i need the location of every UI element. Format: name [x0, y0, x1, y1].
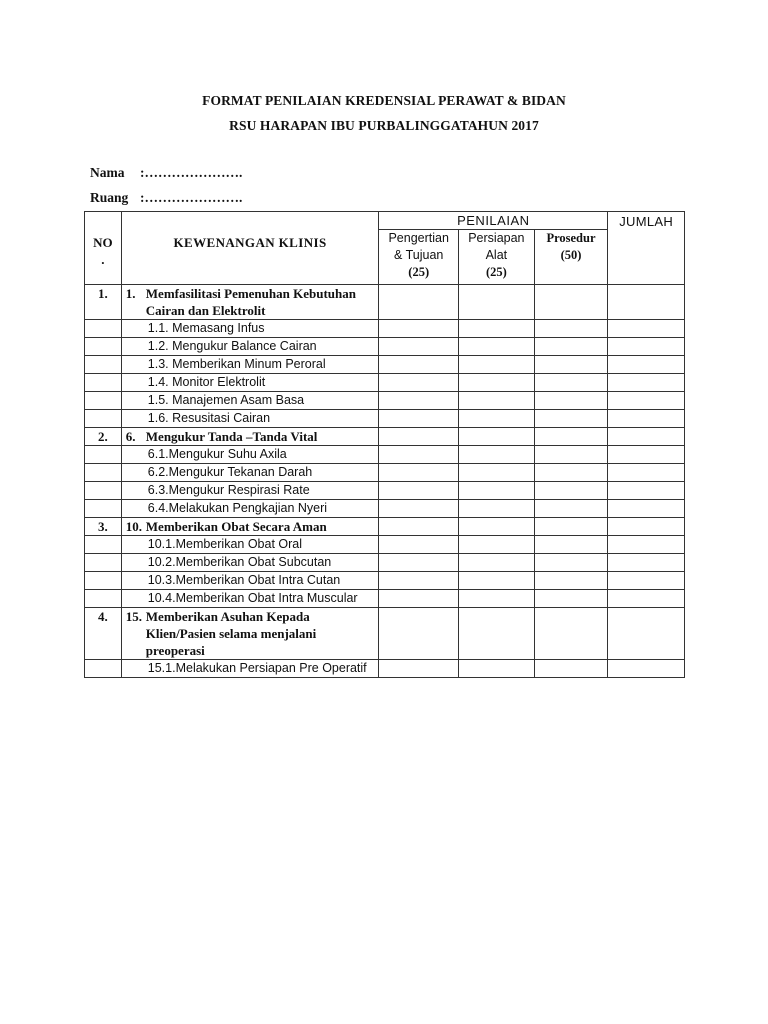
no-cell	[85, 500, 122, 518]
score-cell[interactable]	[379, 374, 459, 392]
score-cell[interactable]	[534, 590, 608, 608]
score-cell[interactable]	[534, 356, 608, 374]
item-label: 10.4.Memberikan Obat Intra Muscular	[147, 591, 358, 605]
score-cell[interactable]	[534, 500, 608, 518]
item-label: 6.3.Mengukur Respirasi Rate	[147, 483, 310, 497]
score-cell[interactable]	[379, 590, 459, 608]
header-pengertian	[379, 230, 459, 285]
section-num: 6.	[125, 429, 136, 444]
score-cell[interactable]	[379, 482, 459, 500]
item-label: 15.1.Melakukan Persiapan Pre Operatif	[147, 661, 367, 675]
item-row	[85, 464, 685, 482]
no-cell	[85, 410, 122, 428]
item-row	[85, 572, 685, 590]
no-cell	[85, 464, 122, 482]
item-row	[85, 320, 685, 338]
document-title: FORMAT PENILAIAN KREDENSIAL PERAWAT & BIDAN	[202, 93, 566, 108]
section-title	[121, 518, 379, 536]
no-cell	[85, 554, 122, 572]
score-cell[interactable]	[459, 428, 535, 446]
item-label: 1.1. Memasang Infus	[147, 321, 265, 335]
score-cell[interactable]	[379, 285, 459, 320]
item-label: 10.3.Memberikan Obat Intra Cutan	[147, 573, 341, 587]
score-cell[interactable]	[534, 446, 608, 464]
total-cell[interactable]	[608, 554, 685, 572]
item-row	[85, 554, 685, 572]
section-row	[85, 518, 685, 536]
header-no	[85, 212, 122, 285]
total-cell[interactable]	[608, 608, 685, 660]
no-cell	[85, 572, 122, 590]
score-cell[interactable]	[459, 590, 535, 608]
header-prosedur-score: (50)	[560, 248, 582, 262]
score-cell[interactable]	[379, 500, 459, 518]
item-label: 6.2.Mengukur Tekanan Darah	[147, 465, 313, 479]
section-no: 2.	[85, 428, 122, 446]
score-cell[interactable]	[534, 518, 608, 536]
section-row	[85, 608, 685, 660]
header-persiapan-b: Alat	[485, 248, 508, 262]
header-kewenangan: KEWENANGAN KLINIS	[121, 212, 379, 285]
no-cell	[85, 446, 122, 464]
score-cell[interactable]	[459, 446, 535, 464]
score-cell[interactable]	[379, 428, 459, 446]
score-cell[interactable]	[379, 392, 459, 410]
total-cell[interactable]	[608, 446, 685, 464]
header-penilaian: PENILAIAN	[379, 212, 608, 230]
total-cell[interactable]	[608, 410, 685, 428]
header-no-text: NO	[93, 235, 113, 250]
score-cell[interactable]	[459, 518, 535, 536]
score-cell[interactable]	[459, 660, 535, 678]
item-label: 1.2. Mengukur Balance Cairan	[147, 339, 317, 353]
score-cell[interactable]	[459, 338, 535, 356]
score-cell[interactable]	[459, 500, 535, 518]
ruang-label: Ruang	[90, 190, 129, 205]
ruang-value[interactable]: :………………….	[140, 190, 243, 205]
total-cell[interactable]	[608, 320, 685, 338]
header-prosedur-name: Prosedur	[546, 231, 596, 245]
section-title-line: preoperasi	[145, 643, 205, 658]
assessment-table	[84, 211, 685, 678]
section-title-line: Cairan dan Elektrolit	[145, 303, 266, 318]
nama-value[interactable]: :………………….	[140, 165, 243, 180]
score-cell[interactable]	[379, 660, 459, 678]
item-row	[85, 482, 685, 500]
score-cell[interactable]	[534, 285, 608, 320]
score-cell[interactable]	[459, 285, 535, 320]
total-cell[interactable]	[608, 356, 685, 374]
score-cell[interactable]	[459, 392, 535, 410]
item-row	[85, 500, 685, 518]
section-title-line: Mengukur Tanda –Tanda Vital	[145, 429, 318, 444]
score-cell[interactable]	[459, 482, 535, 500]
item-label: 1.6. Resusitasi Cairan	[147, 411, 271, 425]
document-subtitle: RSU HARAPAN IBU PURBALINGGATAHUN 2017	[229, 118, 539, 133]
section-title-line: Memfasilitasi Pemenuhan Kebutuhan	[145, 286, 356, 301]
total-cell[interactable]	[608, 338, 685, 356]
item-row	[85, 392, 685, 410]
score-cell[interactable]	[534, 410, 608, 428]
section-row	[85, 428, 685, 446]
no-cell	[85, 536, 122, 554]
nama-field[interactable]	[90, 165, 242, 181]
total-cell[interactable]	[608, 536, 685, 554]
total-cell[interactable]	[608, 518, 685, 536]
score-cell[interactable]	[534, 338, 608, 356]
score-cell[interactable]	[379, 410, 459, 428]
score-cell[interactable]	[379, 554, 459, 572]
item-label: 1.5. Manajemen Asam Basa	[147, 393, 305, 407]
header-pengertian-b: & Tujuan	[394, 248, 444, 262]
section-title-line: Klien/Pasien selama menjalani	[145, 626, 317, 641]
score-cell[interactable]	[534, 482, 608, 500]
section-row	[85, 285, 685, 320]
section-title	[121, 608, 379, 660]
item-label: 6.1.Mengukur Suhu Axila	[147, 447, 287, 461]
score-cell[interactable]	[459, 356, 535, 374]
header-persiapan	[459, 230, 535, 285]
score-cell[interactable]	[459, 572, 535, 590]
score-cell[interactable]	[534, 554, 608, 572]
total-cell[interactable]	[608, 428, 685, 446]
score-cell[interactable]	[379, 608, 459, 660]
header-pengertian-score: (25)	[408, 265, 430, 279]
no-cell	[85, 374, 122, 392]
score-cell[interactable]	[379, 356, 459, 374]
header-persiapan-score: (25)	[485, 265, 507, 279]
total-cell[interactable]	[608, 500, 685, 518]
section-num: 10.	[125, 519, 143, 534]
score-cell[interactable]	[379, 464, 459, 482]
section-no: 3.	[85, 518, 122, 536]
header-pengertian-a: Pengertian	[388, 231, 449, 245]
total-cell[interactable]	[608, 660, 685, 678]
no-cell	[85, 590, 122, 608]
no-cell	[85, 356, 122, 374]
total-cell[interactable]	[608, 572, 685, 590]
no-cell	[85, 392, 122, 410]
section-num: 1.	[125, 286, 136, 301]
item-label: 10.2.Memberikan Obat Subcutan	[147, 555, 332, 569]
total-cell[interactable]	[608, 392, 685, 410]
section-no: 4.	[85, 608, 122, 660]
item-label: 10.1.Memberikan Obat Oral	[147, 537, 303, 551]
no-cell	[85, 482, 122, 500]
section-num: 15.	[125, 609, 143, 624]
no-cell	[85, 660, 122, 678]
header-no-dot: .	[101, 252, 105, 267]
score-cell[interactable]	[379, 518, 459, 536]
item-row	[85, 446, 685, 464]
section-no: 1.	[85, 285, 122, 320]
score-cell[interactable]	[459, 554, 535, 572]
item-row	[85, 536, 685, 554]
score-cell[interactable]	[459, 608, 535, 660]
score-cell[interactable]	[534, 392, 608, 410]
total-cell[interactable]	[608, 482, 685, 500]
nama-label: Nama	[90, 165, 125, 180]
score-cell[interactable]	[379, 446, 459, 464]
item-label: 6.4.Melakukan Pengkajian Nyeri	[147, 501, 328, 515]
score-cell[interactable]	[379, 320, 459, 338]
score-cell[interactable]	[379, 536, 459, 554]
total-cell[interactable]	[608, 464, 685, 482]
item-row	[85, 660, 685, 678]
no-cell	[85, 320, 122, 338]
score-cell[interactable]	[534, 572, 608, 590]
score-cell[interactable]	[379, 572, 459, 590]
header-prosedur	[534, 230, 608, 285]
item-row	[85, 338, 685, 356]
score-cell[interactable]	[379, 338, 459, 356]
section-title-line: Memberikan Obat Secara Aman	[145, 519, 327, 534]
score-cell[interactable]	[459, 536, 535, 554]
item-row	[85, 374, 685, 392]
header-persiapan-a: Persiapan	[468, 231, 525, 245]
item-row	[85, 410, 685, 428]
score-cell[interactable]	[459, 410, 535, 428]
section-title	[121, 428, 379, 446]
score-cell[interactable]	[459, 374, 535, 392]
section-title-line: Memberikan Asuhan Kepada	[145, 609, 310, 624]
ruang-field[interactable]	[90, 190, 242, 206]
score-cell[interactable]	[534, 320, 608, 338]
header-jumlah: JUMLAH	[608, 212, 685, 285]
section-title	[121, 285, 379, 320]
score-cell[interactable]	[534, 464, 608, 482]
item-row	[85, 590, 685, 608]
score-cell[interactable]	[534, 428, 608, 446]
no-cell	[85, 338, 122, 356]
score-cell[interactable]	[534, 374, 608, 392]
score-cell[interactable]	[534, 608, 608, 660]
total-cell[interactable]	[608, 374, 685, 392]
score-cell[interactable]	[459, 464, 535, 482]
score-cell[interactable]	[534, 660, 608, 678]
score-cell[interactable]	[459, 320, 535, 338]
total-cell[interactable]	[608, 590, 685, 608]
item-label: 1.3. Memberikan Minum Peroral	[147, 357, 326, 371]
score-cell[interactable]	[534, 536, 608, 554]
item-label: 1.4. Monitor Elektrolit	[147, 375, 266, 389]
item-row	[85, 356, 685, 374]
total-cell[interactable]	[608, 285, 685, 320]
